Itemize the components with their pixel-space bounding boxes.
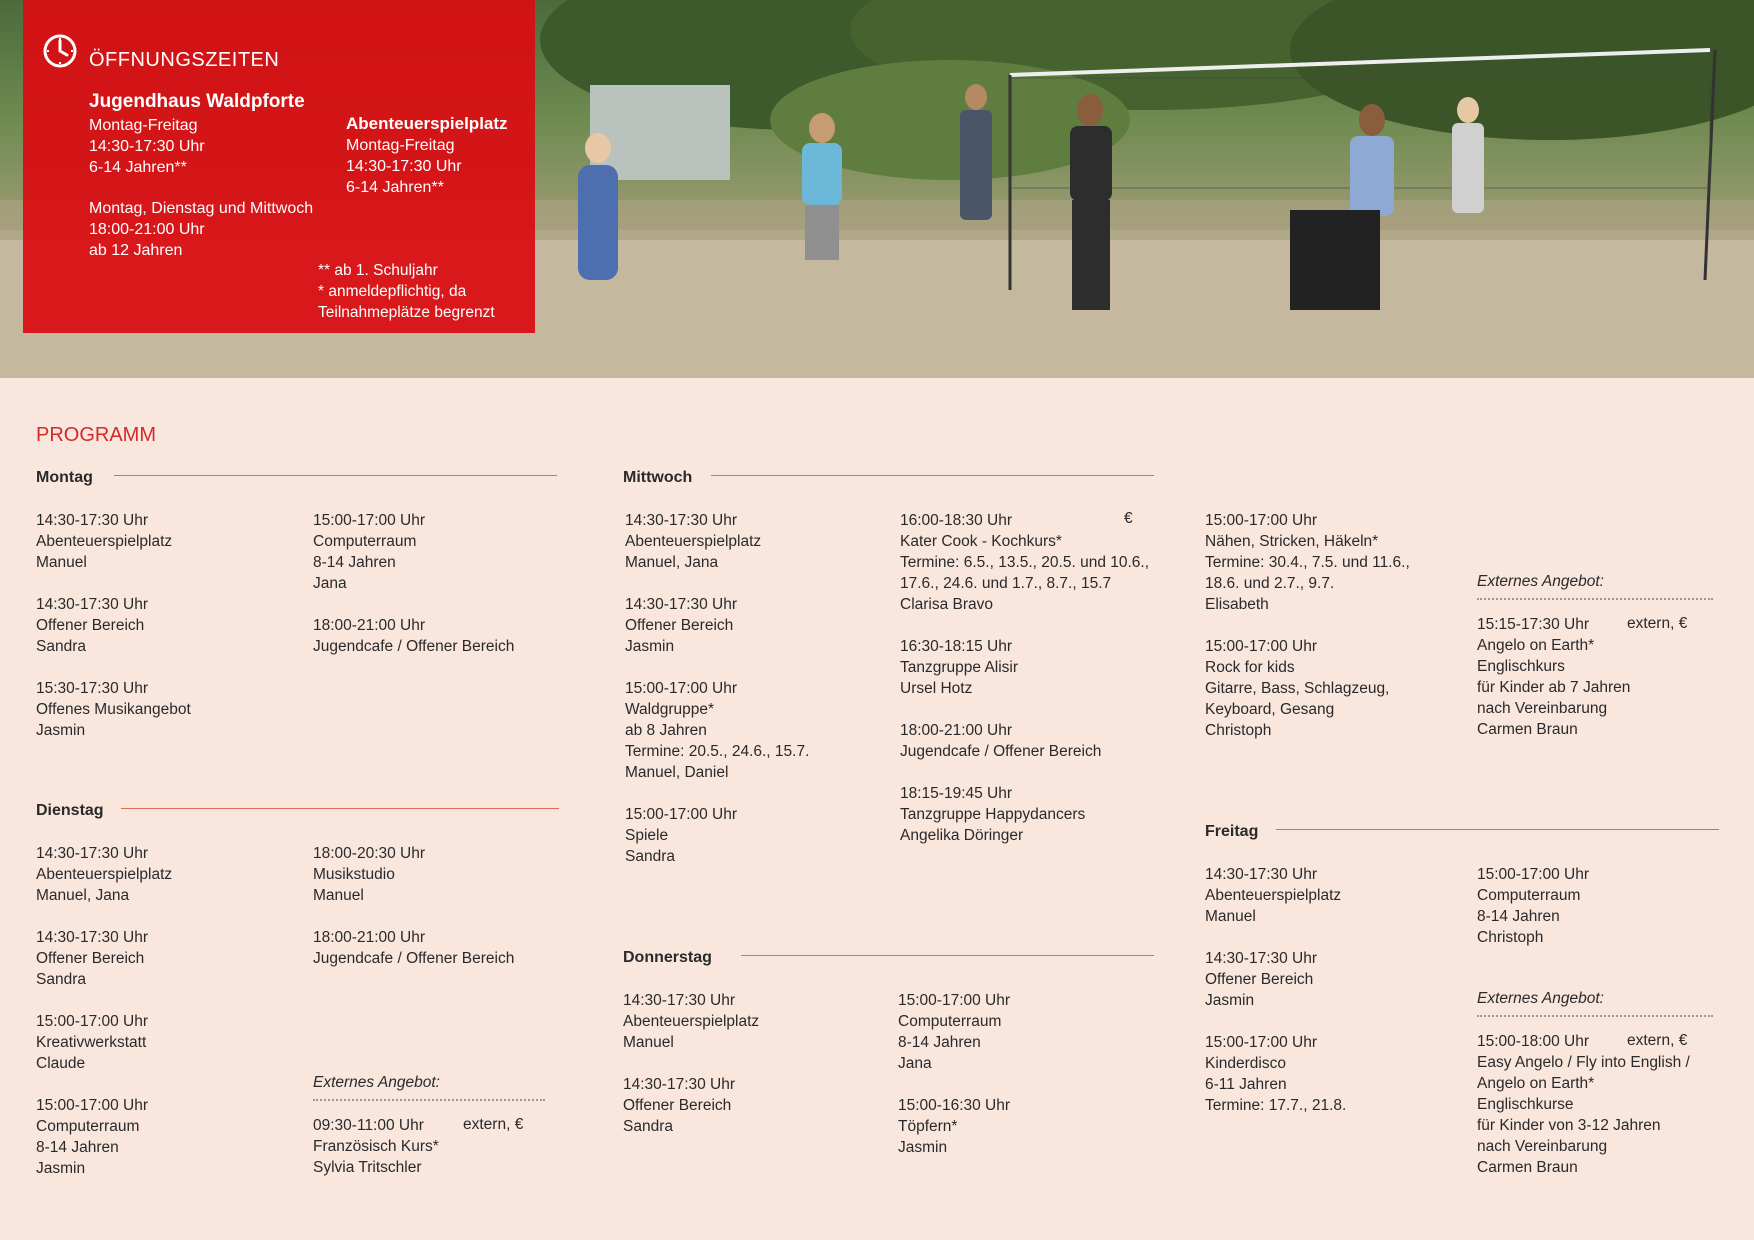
- program-entry: [900, 636, 1149, 699]
- entry-line: Termine: 6.5., 13.5., 20.5. und 10.6.,: [900, 554, 1150, 571]
- entry-line: Offener Bereich: [1205, 971, 1314, 988]
- external-offer-label: Externes Angebot:: [1477, 573, 1604, 590]
- entry-line: Manuel, Jana: [36, 887, 130, 904]
- extern-tag: extern, €: [1627, 615, 1688, 632]
- entry-line: Abenteuerspielplatz: [1205, 887, 1342, 904]
- program-entry: [1205, 636, 1410, 741]
- entry-line: Termine: 17.7., 21.8.: [1205, 1097, 1347, 1114]
- program-entry: [313, 927, 514, 969]
- dienstag-column-1: [36, 843, 172, 1179]
- entry-line: Termine: 20.5., 24.6., 15.7.: [625, 743, 810, 760]
- program-entry: [313, 615, 514, 657]
- entry-line: Jasmin: [36, 1160, 86, 1177]
- entry-line: Sandra: [623, 1118, 673, 1135]
- entry-line: Offener Bereich: [625, 617, 734, 634]
- program-entry: [36, 510, 191, 573]
- mittwoch-column-1: [625, 510, 809, 867]
- entry-time: 18:00-21:00 Uhr: [900, 722, 1013, 739]
- dienstag-external-offer: [313, 1115, 439, 1178]
- entry-line: Jugendcafe / Offener Bereich: [313, 638, 515, 655]
- entry-line: Sandra: [36, 638, 86, 655]
- program-entry: [898, 990, 1010, 1074]
- jugendhaus-line: 14:30-17:30 Uhr: [89, 138, 205, 155]
- entry-line: Jasmin: [1205, 992, 1255, 1009]
- entry-line: Clarisa Bravo: [900, 596, 994, 613]
- dotted-rule: [1477, 1015, 1713, 1017]
- program-entry: [36, 843, 172, 906]
- entry-line: Offener Bereich: [36, 950, 145, 967]
- entry-line: Jugendcafe / Offener Bereich: [313, 950, 515, 967]
- entry-time: 14:30-17:30 Uhr: [625, 512, 738, 529]
- program-entry: [623, 1074, 759, 1137]
- entry-time: 18:00-21:00 Uhr: [313, 929, 426, 946]
- entry-time: 15:15-17:30 Uhr: [1477, 616, 1590, 633]
- entry-time: 18:00-21:00 Uhr: [313, 617, 426, 634]
- day-heading-donnerstag: Donnerstag: [623, 949, 712, 966]
- mittwoch-column-3: [1205, 510, 1410, 741]
- entry-time: 15:00-17:00 Uhr: [898, 992, 1011, 1009]
- evening-line: ab 12 Jahren: [89, 242, 183, 259]
- entry-line: für Kinder von 3-12 Jahren: [1477, 1117, 1661, 1134]
- day-rule: [741, 955, 1154, 956]
- program-entry: [36, 678, 191, 741]
- program-entry: [900, 510, 1149, 615]
- entry-line: Manuel: [36, 554, 87, 571]
- entry-line: nach Vereinbarung: [1477, 1138, 1608, 1155]
- montag-column-2: [313, 510, 514, 657]
- evening-line: 18:00-21:00 Uhr: [89, 221, 205, 238]
- program-entry: [1205, 864, 1346, 927]
- entry-line: Tanzgruppe Happydancers: [900, 806, 1086, 823]
- day-rule: [121, 808, 559, 809]
- entry-line: Waldgruppe*: [625, 701, 715, 718]
- entry-line: Manuel: [623, 1034, 674, 1051]
- entry-line: Angelika Döringer: [900, 827, 1024, 844]
- program-entry: [625, 594, 809, 657]
- entry-line: Offenes Musikangebot: [36, 701, 191, 718]
- entry-line: Abenteuerspielplatz: [623, 1013, 760, 1030]
- entry-line: Jasmin: [625, 638, 675, 655]
- entry-line: Computerraum: [1477, 887, 1581, 904]
- entry-time: 14:30-17:30 Uhr: [625, 596, 738, 613]
- program-entry: [900, 783, 1149, 846]
- jugendhaus-line: Montag-Freitag: [89, 117, 198, 134]
- footnotes: [318, 260, 495, 323]
- extern-tag: extern, €: [1627, 1032, 1688, 1049]
- day-rule: [1276, 829, 1719, 830]
- entry-line: Musikstudio: [313, 866, 395, 883]
- entry-time: 15:00-17:00 Uhr: [1477, 866, 1590, 883]
- entry-line: Computerraum: [898, 1013, 1002, 1030]
- entry-line: Tanzgruppe Alisir: [900, 659, 1019, 676]
- entry-line: Claude: [36, 1055, 86, 1072]
- day-rule: [711, 475, 1154, 476]
- evening-line: Montag, Dienstag und Mittwoch: [89, 200, 314, 217]
- entry-line: 17.6., 24.6. und 1.7., 8.7., 15.7: [900, 575, 1112, 592]
- entry-time: 14:30-17:30 Uhr: [36, 512, 149, 529]
- abenteuer-hours: [346, 135, 462, 198]
- opening-hours-heading: ÖFFNUNGSZEITEN: [89, 49, 280, 71]
- jugendhaus-line: 6-14 Jahren**: [89, 159, 187, 176]
- program-entry: [898, 1095, 1010, 1158]
- entry-line: Manuel: [1205, 908, 1256, 925]
- entry-time: 15:00-17:00 Uhr: [1205, 638, 1318, 655]
- entry-time: 14:30-17:30 Uhr: [1205, 950, 1318, 967]
- entry-time: 14:30-17:30 Uhr: [623, 992, 736, 1009]
- entry-time: 15:00-17:00 Uhr: [36, 1097, 149, 1114]
- entry-line: 8-14 Jahren: [898, 1034, 981, 1051]
- program-entry: [1205, 1032, 1346, 1116]
- mittwoch-external-offer: [1477, 614, 1630, 740]
- mittwoch-column-2: [900, 510, 1149, 846]
- entry-line: Jasmin: [36, 722, 86, 739]
- entry-line: Easy Angelo / Fly into English /: [1477, 1054, 1690, 1071]
- entry-line: Angelo on Earth*: [1477, 1075, 1595, 1092]
- entry-line: Sandra: [625, 848, 675, 865]
- jugendhaus-name: Jugendhaus Waldpforte: [89, 91, 305, 112]
- entry-time: 18:15-19:45 Uhr: [900, 785, 1013, 802]
- entry-line: Keyboard, Gesang: [1205, 701, 1335, 718]
- entry-time: 14:30-17:30 Uhr: [36, 596, 149, 613]
- entry-line: Gitarre, Bass, Schlagzeug,: [1205, 680, 1390, 697]
- entry-line: 18.6. und 2.7., 9.7.: [1205, 575, 1335, 592]
- freitag-column-1: [1205, 864, 1346, 1116]
- entry-time: 15:00-17:00 Uhr: [625, 806, 738, 823]
- entry-time: 15:00-17:00 Uhr: [1205, 512, 1318, 529]
- euro-tag: €: [1124, 510, 1133, 527]
- abenteuer-line: 6-14 Jahren**: [346, 179, 444, 196]
- dotted-rule: [1477, 598, 1713, 600]
- entry-line: Offener Bereich: [623, 1097, 732, 1114]
- entry-line: Offener Bereich: [36, 617, 145, 634]
- entry-time: 16:30-18:15 Uhr: [900, 638, 1013, 655]
- external-offer-label: Externes Angebot:: [1477, 990, 1604, 1007]
- entry-line: Angelo on Earth*: [1477, 637, 1595, 654]
- entry-line: Computerraum: [36, 1118, 140, 1135]
- entry-line: Ursel Hotz: [900, 680, 973, 697]
- entry-time: 14:30-17:30 Uhr: [36, 845, 149, 862]
- program-entry: [36, 1011, 172, 1074]
- extern-tag: extern, €: [463, 1116, 524, 1133]
- entry-line: Termine: 30.4., 7.5. und 11.6.,: [1205, 554, 1410, 571]
- jugendhaus-hours: [89, 115, 205, 178]
- entry-line: 8-14 Jahren: [313, 554, 396, 571]
- entry-time: 15:00-17:00 Uhr: [625, 680, 738, 697]
- entry-time: 14:30-17:30 Uhr: [1205, 866, 1318, 883]
- program-entry: [623, 990, 759, 1053]
- entry-line: nach Vereinbarung: [1477, 700, 1608, 717]
- clock-icon: [42, 33, 78, 69]
- entry-time: 15:00-16:30 Uhr: [898, 1097, 1011, 1114]
- donnerstag-column-1: [623, 990, 759, 1137]
- program-entry: [625, 804, 809, 867]
- entry-line: Kreativwerkstatt: [36, 1034, 147, 1051]
- program-entry: [36, 1095, 172, 1179]
- program-entry: [1205, 948, 1346, 1011]
- abenteuer-line: Montag-Freitag: [346, 137, 455, 154]
- entry-time: 14:30-17:30 Uhr: [36, 929, 149, 946]
- entry-line: für Kinder ab 7 Jahren: [1477, 679, 1631, 696]
- entry-time: 15:00-18:00 Uhr: [1477, 1033, 1590, 1050]
- entry-line: ab 8 Jahren: [625, 722, 707, 739]
- dienstag-column-2: [313, 843, 514, 969]
- dotted-rule: [313, 1099, 545, 1101]
- entry-line: Abenteuerspielplatz: [36, 533, 173, 550]
- entry-line: Christoph: [1477, 929, 1544, 946]
- footnote: Teilnahmeplätze begrenzt: [318, 304, 495, 321]
- freitag-column-2: [1477, 864, 1589, 948]
- entry-line: Manuel: [313, 887, 364, 904]
- entry-time: 15:00-17:00 Uhr: [313, 512, 426, 529]
- freitag-external-offer: [1477, 1031, 1690, 1178]
- entry-line: 8-14 Jahren: [1477, 908, 1560, 925]
- external-offer-label: Externes Angebot:: [313, 1074, 440, 1091]
- entry-line: Kater Cook - Kochkurs*: [900, 533, 1062, 550]
- entry-line: Sylvia Tritschler: [313, 1159, 422, 1176]
- program-entry: [313, 510, 514, 594]
- entry-time: 09:30-11:00 Uhr: [313, 1117, 424, 1134]
- program-entry: [1205, 510, 1410, 615]
- programm-title: PROGRAMM: [36, 424, 156, 446]
- entry-line: Spiele: [625, 827, 669, 844]
- entry-line: Französisch Kurs*: [313, 1138, 439, 1155]
- entry-line: Englischkurse: [1477, 1096, 1574, 1113]
- entry-line: Christoph: [1205, 722, 1272, 739]
- entry-line: Carmen Braun: [1477, 721, 1578, 738]
- entry-line: Manuel, Daniel: [625, 764, 729, 781]
- day-heading-freitag: Freitag: [1205, 823, 1259, 840]
- hero-photo: [0, 0, 1754, 378]
- entry-line: Manuel, Jana: [625, 554, 719, 571]
- entry-line: Rock for kids: [1205, 659, 1295, 676]
- day-heading-montag: Montag: [36, 469, 93, 486]
- day-rule: [114, 475, 557, 476]
- entry-time: 14:30-17:30 Uhr: [623, 1076, 736, 1093]
- entry-line: Elisabeth: [1205, 596, 1269, 613]
- entry-line: Abenteuerspielplatz: [625, 533, 762, 550]
- montag-column-1: [36, 510, 191, 741]
- program-entry: [36, 594, 191, 657]
- entry-line: 8-14 Jahren: [36, 1139, 119, 1156]
- abenteuer-line: 14:30-17:30 Uhr: [346, 158, 462, 175]
- program-entry: [313, 843, 514, 906]
- program-entry: [1477, 864, 1589, 948]
- day-heading-dienstag: Dienstag: [36, 802, 104, 819]
- program-entry: [625, 678, 809, 783]
- entry-line: Englischkurs: [1477, 658, 1565, 675]
- opening-hours-box: [23, 0, 535, 333]
- entry-time: 18:00-20:30 Uhr: [313, 845, 426, 862]
- entry-time: 16:00-18:30 Uhr: [900, 512, 1013, 529]
- entry-line: Kinderdisco: [1205, 1055, 1286, 1072]
- abenteuer-name: Abenteuerspielplatz: [346, 114, 508, 133]
- entry-line: Sandra: [36, 971, 86, 988]
- program-entry: [900, 720, 1149, 762]
- entry-line: Abenteuerspielplatz: [36, 866, 173, 883]
- footnote: * anmeldepflichtig, da: [318, 283, 467, 300]
- entry-line: Jana: [313, 575, 347, 592]
- entry-line: Jasmin: [898, 1139, 948, 1156]
- entry-line: Jugendcafe / Offener Bereich: [900, 743, 1102, 760]
- program-entry: [36, 927, 172, 990]
- entry-time: 15:30-17:30 Uhr: [36, 680, 149, 697]
- footnote: ** ab 1. Schuljahr: [318, 262, 438, 279]
- entry-line: Jana: [898, 1055, 932, 1072]
- program-entry: [625, 510, 809, 573]
- day-heading-mittwoch: Mittwoch: [623, 469, 693, 486]
- entry-line: 6-11 Jahren: [1205, 1076, 1287, 1093]
- jugendhaus-evening: [89, 198, 313, 261]
- entry-line: Carmen Braun: [1477, 1159, 1578, 1176]
- entry-time: 15:00-17:00 Uhr: [36, 1013, 149, 1030]
- entry-line: Töpfern*: [898, 1118, 958, 1135]
- entry-time: 15:00-17:00 Uhr: [1205, 1034, 1318, 1051]
- entry-line: Computerraum: [313, 533, 417, 550]
- entry-line: Nähen, Stricken, Häkeln*: [1205, 533, 1379, 550]
- donnerstag-column-2: [898, 990, 1010, 1158]
